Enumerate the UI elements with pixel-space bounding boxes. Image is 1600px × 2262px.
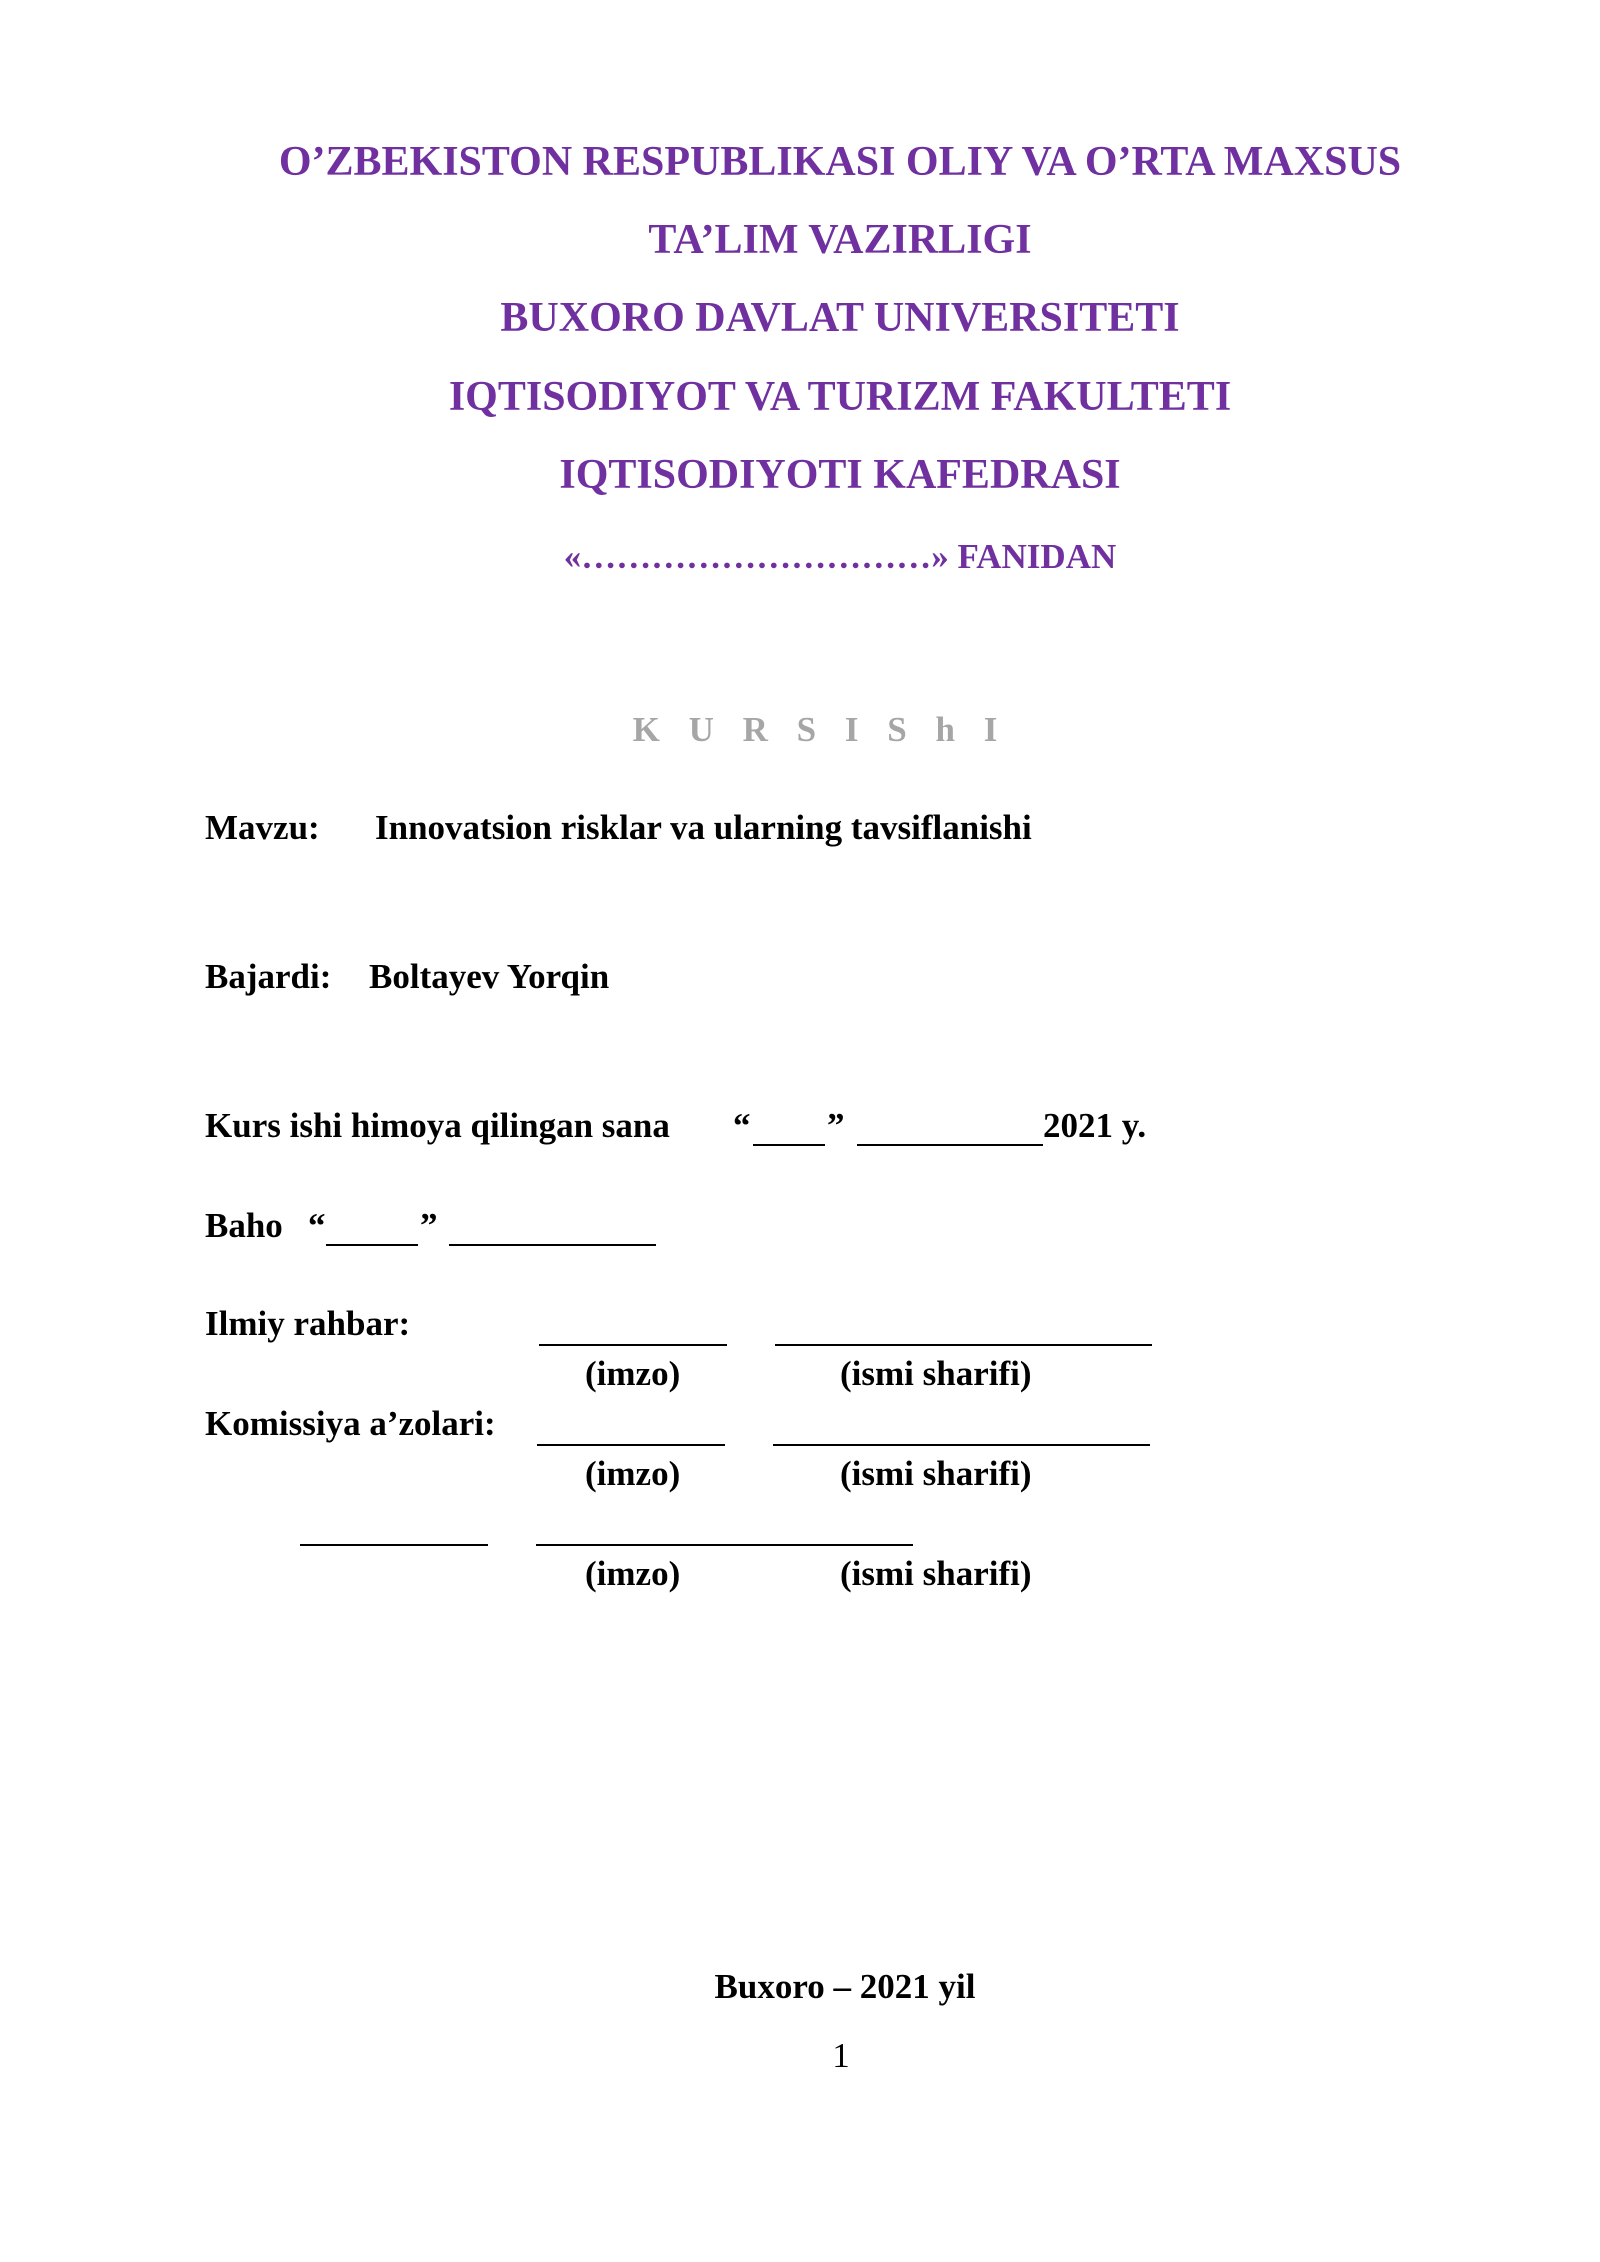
commission-signature-line-2 <box>300 1544 488 1546</box>
commission-signature-line-1 <box>537 1444 725 1446</box>
defense-date-open-quote: “ <box>733 1106 751 1145</box>
commission-label: Komissiya a’zolari: <box>205 1404 496 1443</box>
page-number: 1 <box>832 2036 850 2075</box>
defense-date-year: 2021 y. <box>1043 1106 1147 1145</box>
commission-signature-caption-2: (imzo) <box>585 1554 681 1593</box>
place-and-year: Buxoro – 2021 yil <box>714 1967 976 2006</box>
author-name: Boltayev Yorqin <box>369 957 610 996</box>
university-name: BUXORO DAVLAT UNIVERSITETI <box>500 295 1180 341</box>
supervisor-signature-line <box>539 1344 727 1346</box>
defense-day-blank <box>753 1144 825 1146</box>
topic-value: Innovatsion risklar va ularning tavsiflanishi <box>375 808 1032 847</box>
subject-line: «…………………………» FANIDAN <box>563 537 1117 576</box>
grade-label: Baho <box>205 1206 283 1245</box>
commission-name-line-1 <box>773 1444 1150 1446</box>
commission-name-caption-2: (ismi sharifi) <box>840 1554 1032 1593</box>
supervisor-name-line <box>775 1344 1152 1346</box>
commission-name-line-2 <box>536 1544 913 1546</box>
supervisor-name-caption: (ismi sharifi) <box>840 1354 1032 1393</box>
grade-close-quote: ” <box>420 1206 438 1245</box>
author-label: Bajardi: <box>205 957 332 996</box>
topic-label: Mavzu: <box>205 808 320 847</box>
defense-month-blank <box>857 1144 1043 1146</box>
grade-open-quote: “ <box>308 1206 326 1245</box>
faculty-name: IQTISODIYOT VA TURIZM FAKULTETI <box>448 374 1232 420</box>
grade-score-blank <box>326 1244 418 1246</box>
defense-date-label: Kurs ishi himoya qilingan sana <box>205 1106 670 1145</box>
ministry-title-line-2: TA’LIM VAZIRLIGI <box>648 217 1032 263</box>
supervisor-label: Ilmiy rahbar: <box>205 1304 411 1343</box>
commission-signature-caption-1: (imzo) <box>585 1454 681 1493</box>
supervisor-signature-caption: (imzo) <box>585 1354 681 1393</box>
grade-words-blank <box>449 1244 656 1246</box>
commission-name-caption-1: (ismi sharifi) <box>840 1454 1032 1493</box>
department-name: IQTISODIYOTI KAFEDRASI <box>559 452 1121 498</box>
document-type-title: K U R S I S h I <box>632 710 1008 749</box>
ministry-title-line-1: O’ZBEKISTON RESPUBLIKASI OLIY VA O’RTA MAXSUS <box>278 139 1402 185</box>
defense-date-close-quote: ” <box>827 1106 845 1145</box>
